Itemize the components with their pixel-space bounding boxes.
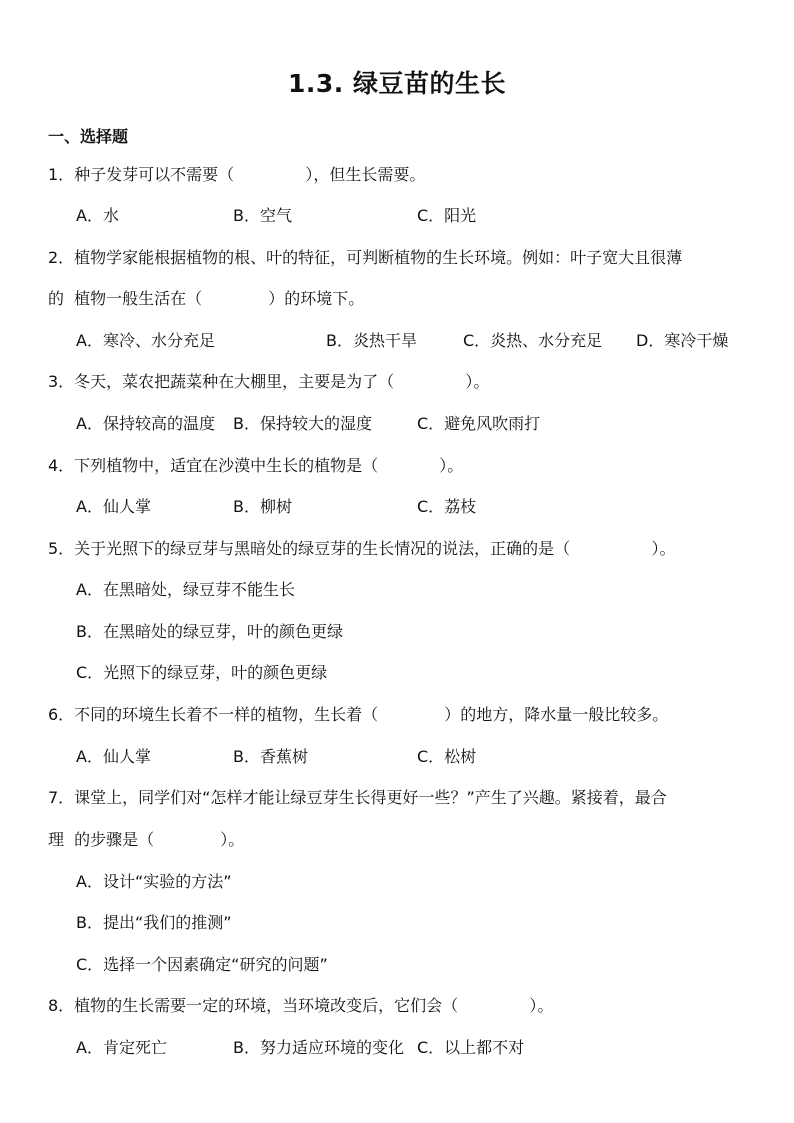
question-3-option-b: B．保持较大的湿度 [233, 414, 372, 433]
question-8-option-c: C．以上都不对 [417, 1038, 525, 1057]
question-1-option-a: A．水 [76, 206, 119, 225]
question-3-text: 3．冬天，菜农把蔬菜种在大棚里，主要是为了（ ）。 [48, 372, 490, 391]
question-6-option-b: B．香蕉树 [233, 747, 308, 766]
question-6-option-c: C．松树 [417, 747, 477, 766]
question-7-text-line-2: 理 的步骤是（ ）。 [48, 830, 245, 849]
section-heading: 一、选择题 [48, 127, 129, 146]
question-8-option-a: A．肯定死亡 [76, 1038, 167, 1057]
question-5-option-c: C．光照下的绿豆芽，叶的颜色更绿 [76, 663, 328, 682]
question-7-option-a: A．设计“实验的方法” [76, 872, 232, 891]
question-5-option-b: B．在黑暗处的绿豆芽，叶的颜色更绿 [76, 622, 343, 641]
question-1-option-c: C．阳光 [417, 206, 477, 225]
question-7-text-line-1: 7．课堂上，同学们对“怎样才能让绿豆芽生长得更好一些？”产生了兴趣。紧接着，最合 [48, 788, 667, 807]
question-4-option-b: B．柳树 [233, 497, 292, 516]
question-8-text: 8．植物的生长需要一定的环境，当环境改变后，它们会（ ）。 [48, 996, 554, 1015]
question-4-option-a: A．仙人掌 [76, 497, 151, 516]
question-3-option-a: A．保持较高的温度 [76, 414, 215, 433]
question-8-option-b: B．努力适应环境的变化 [233, 1038, 404, 1057]
question-5-text: 5．关于光照下的绿豆芽与黑暗处的绿豆芽的生长情况的说法，正确的是（ ）。 [48, 539, 676, 558]
question-7-option-b: B．提出“我们的推测” [76, 913, 232, 932]
question-2-option-d: D．寒冷干燥 [636, 331, 729, 350]
question-1-option-b: B．空气 [233, 206, 292, 225]
question-4-text: 4．下列植物中，适宜在沙漠中生长的植物是（ ）。 [48, 456, 464, 475]
page-title: 1.3. 绿豆苗的生长 [288, 69, 506, 98]
question-2-text-line-1: 2．植物学家能根据植物的根、叶的特征，可判断植物的生长环境。例如：叶子宽大且很薄 [48, 248, 683, 267]
question-3-option-c: C．避免风吹雨打 [417, 414, 541, 433]
question-2-text-line-2: 的 植物一般生活在（ ）的环境下。 [48, 289, 365, 308]
question-6-text: 6．不同的环境生长着不一样的植物，生长着（ ）的地方，降水量一般比较多。 [48, 705, 669, 724]
question-2-option-a: A．寒冷、水分充足 [76, 331, 215, 350]
question-6-option-a: A．仙人掌 [76, 747, 151, 766]
question-7-option-c: C．选择一个因素确定“研究的问题” [76, 955, 328, 974]
question-2-option-b: B．炎热干旱 [326, 331, 417, 350]
question-2-option-c: C．炎热、水分充足 [463, 331, 603, 350]
question-5-option-a: A．在黑暗处，绿豆芽不能生长 [76, 580, 295, 599]
question-4-option-c: C．荔枝 [417, 497, 477, 516]
question-1-text: 1．种子发芽可以不需要（ ），但生长需要。 [48, 165, 426, 184]
